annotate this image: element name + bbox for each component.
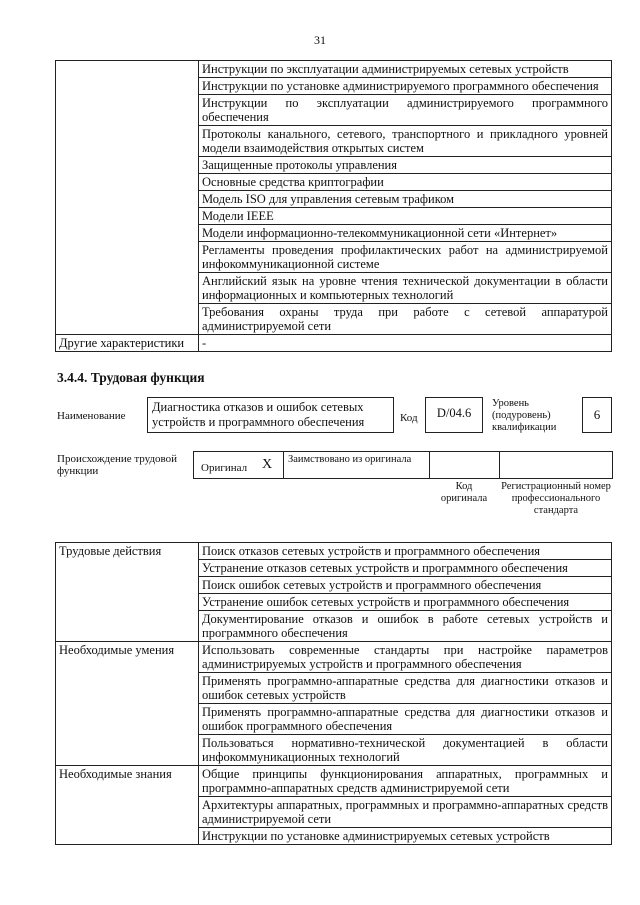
- row-item: Английский язык на уровне чтения технической документации в области информационных и компьютерных технологий: [199, 273, 612, 304]
- row-category-label: Необходимые знания: [56, 766, 199, 845]
- row-item: Архитектуры аппаратных, программных и программно-аппаратных средств администрируемой сети: [199, 797, 612, 828]
- row-item: Поиск ошибок сетевых устройств и программного обеспечения: [199, 577, 612, 594]
- row-item: Поиск отказов сетевых устройств и программного обеспечения: [199, 543, 612, 560]
- table-row: [56, 543, 612, 560]
- row-category-label: Трудовые действия: [56, 543, 199, 642]
- level-value: 6: [582, 397, 612, 433]
- code-label: Код: [400, 412, 418, 424]
- row-category-label: Необходимые умения: [56, 642, 199, 766]
- row-item: Инструкции по установке администрируемого программного обеспечения: [199, 78, 612, 95]
- row-category-label: Другие характеристики: [56, 335, 199, 352]
- row-item: Требования охраны труда при работе с сетевой аппаратурой администрируемой сети: [199, 304, 612, 335]
- row-item: Устранение ошибок сетевых устройств и программного обеспечения: [199, 594, 612, 611]
- requirements-table-top: [55, 60, 612, 352]
- row-item: Документирование отказов и ошибок в работе сетевых устройств и программного обеспечения: [199, 611, 612, 642]
- row-category-label: [56, 61, 199, 335]
- row-item: Модель ISO для управления сетевым трафиком: [199, 191, 612, 208]
- row-item: Устранение отказов сетевых устройств и программного обеспечения: [199, 560, 612, 577]
- row-item: Пользоваться нормативно-технической документацией в области инфокоммуникационных технологий: [199, 735, 612, 766]
- row-item: Защищенные протоколы управления: [199, 157, 612, 174]
- row-item: Регламенты проведения профилактических работ на администрируемой инфокоммуникационной системе: [199, 242, 612, 273]
- original-label: Оригинал: [201, 462, 248, 474]
- section-title: 3.4.4. Трудовая функция: [57, 370, 205, 385]
- row-item: Основные средства криптографии: [199, 174, 612, 191]
- function-name-value: Диагностика отказов и ошибок сетевых устройств и программного обеспечения: [147, 397, 394, 433]
- level-label: Уровень (подуровень) квалификации: [492, 398, 557, 433]
- row-item: Инструкции по эксплуатации администрируемого программного обеспечения: [199, 95, 612, 126]
- table-row: [56, 766, 612, 797]
- table-row: [56, 642, 612, 673]
- row-item: Протоколы канального, сетевого, транспортного и прикладного уровней модели взаимодействия открытых систем: [199, 126, 612, 157]
- borrowed-label: Заимствовано из оригинала: [288, 454, 412, 465]
- code-original-caption: Код оригинала: [440, 481, 488, 504]
- origin-label: Происхождение трудовой функции: [57, 453, 178, 477]
- row-item: Применять программно-аппаратные средства для диагностики отказов и ошибок сетевых устройств: [199, 673, 612, 704]
- row-item: Применять программно-аппаратные средства для диагностики отказов и ошибок программного обеспечения: [199, 704, 612, 735]
- table-row: [56, 335, 612, 352]
- name-label: Наименование: [57, 410, 126, 422]
- row-item: Инструкции по установке администрируемых сетевых устройств: [199, 828, 612, 845]
- row-item: Общие принципы функционирования аппаратных, программных и программно-аппаратных средств администрируемой сети: [199, 766, 612, 797]
- original-mark: X: [262, 457, 273, 472]
- row-item: -: [199, 335, 612, 352]
- regnum-caption: Регистрационный номер профессионального стандарта: [501, 481, 611, 516]
- row-item: Модели IEEE: [199, 208, 612, 225]
- table-row: [56, 61, 612, 78]
- row-item: Инструкции по эксплуатации администрируемых сетевых устройств: [199, 61, 612, 78]
- page-number: 31: [314, 33, 326, 47]
- row-item: Модели информационно-телекоммуникационной сети «Интернет»: [199, 225, 612, 242]
- row-item: Использовать современные стандарты при настройке параметров администрируемых устройств и программного обеспечения: [199, 642, 612, 673]
- requirements-table-bottom: [55, 542, 612, 845]
- function-code-value: D/04.6: [425, 397, 483, 433]
